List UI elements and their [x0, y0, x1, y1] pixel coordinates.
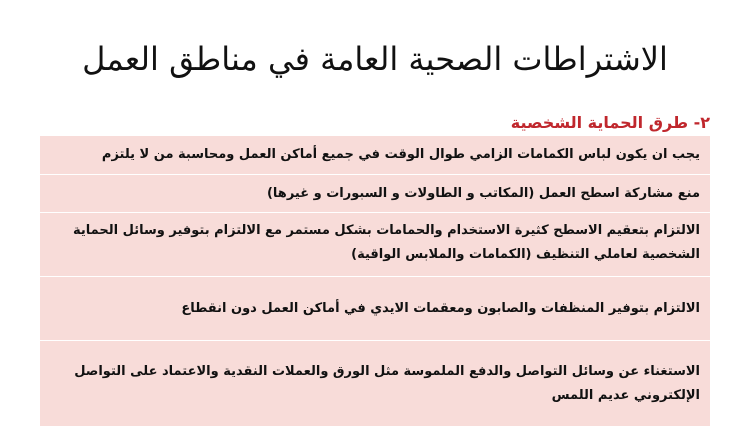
list-item [40, 341, 710, 427]
page-title: الاشتراطات الصحية العامة في مناطق العمل [82, 40, 668, 78]
list-item-text: يجب ان يكون لباس الكمامات الزامي طوال الوقت في جميع أماكن العمل ومحاسبة من لا يلتزم [101, 147, 700, 162]
list-item-text: منع مشاركة اسطح العمل (المكاتب و الطاولات و السبورات و غيرها) [266, 185, 700, 201]
list-item-text: الاستغناء عن وسائل التواصل والدفع الملموسة مثل الورق والعملات النقدية والاعتماد على التواصل الإلكتروني عديم اللمس [74, 363, 700, 403]
requirements-list [40, 136, 710, 427]
list-item [40, 175, 710, 213]
list-item [40, 136, 710, 175]
list-item [40, 213, 710, 277]
list-item-text: الالتزام بتوفير المنظفات والصابون ومعقمات الايدي في أماكن العمل دون انقطاع [181, 300, 700, 316]
section-heading: ٢- طرق الحماية الشخصية [510, 113, 710, 132]
list-item [40, 277, 710, 341]
list-item-text: الالتزام بتعقيم الاسطح كثيرة الاستخدام والحمامات بشكل مستمر مع الالتزام بتوفير وسائل الحماية الشخصية لعاملي التنظيف (الكمامات والملابس الواقية) [73, 223, 700, 262]
